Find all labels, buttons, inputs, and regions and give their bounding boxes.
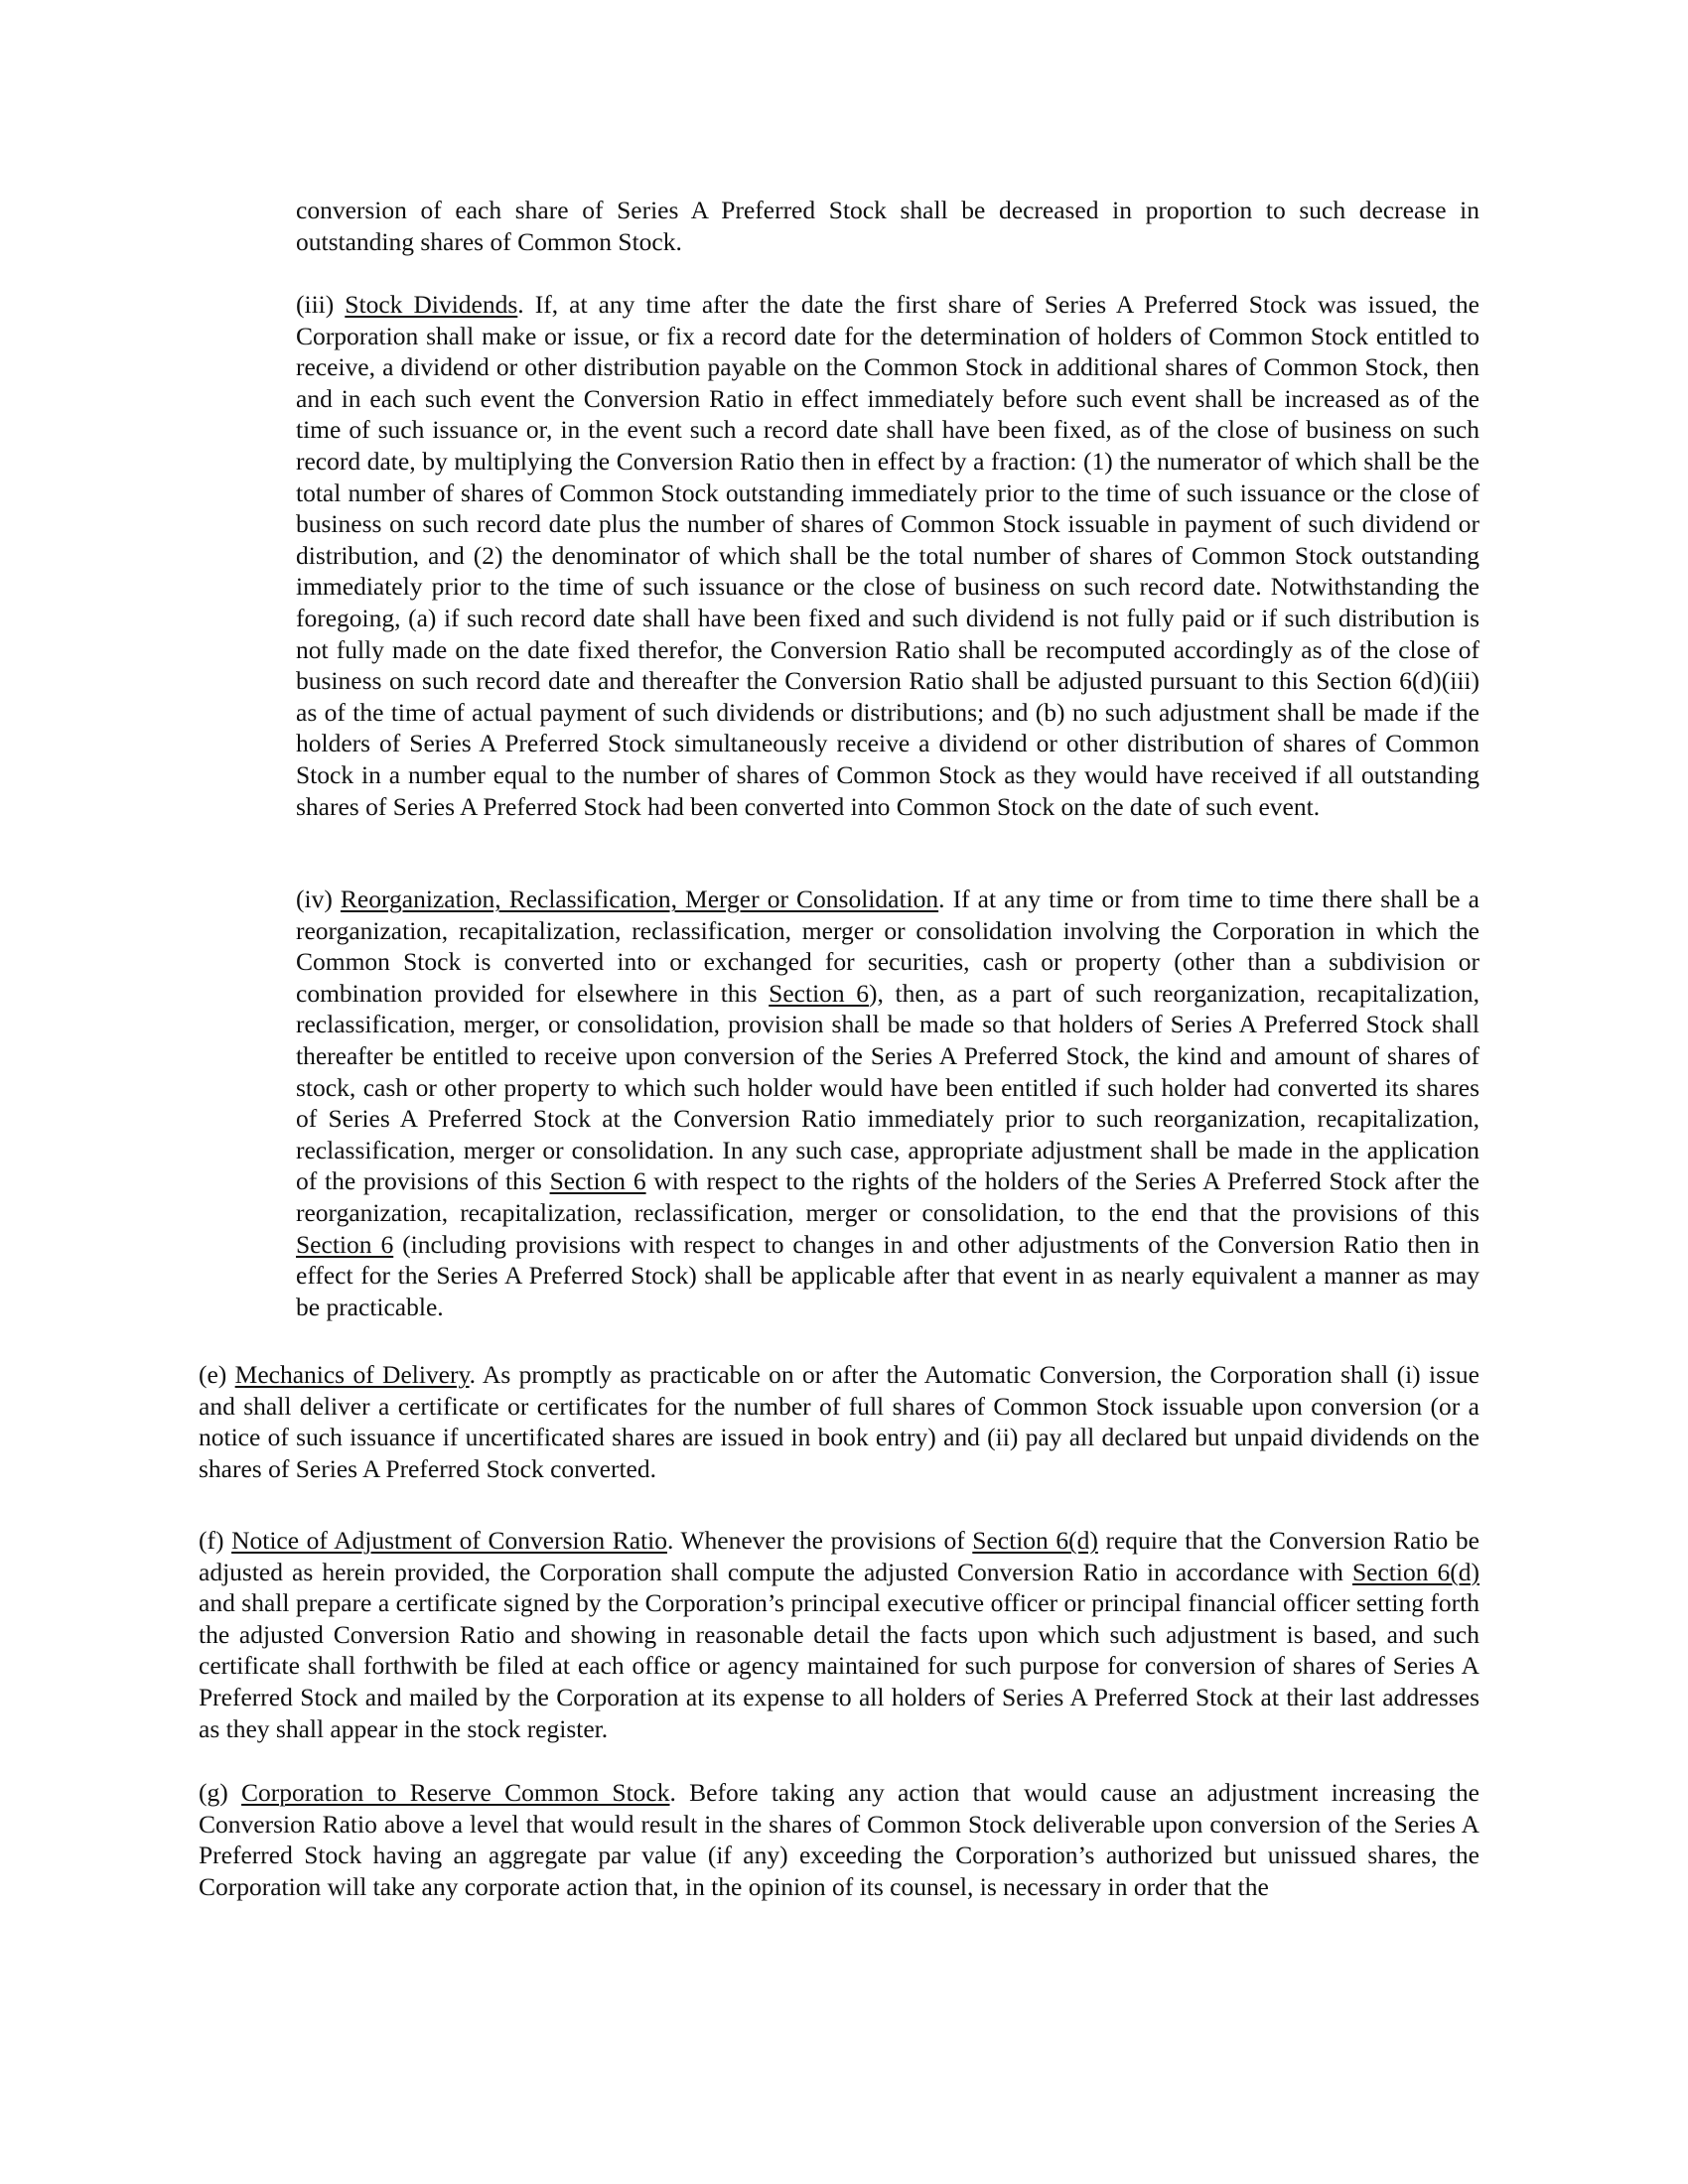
clause-heading: Notice of Adjustment of Conversion Ratio bbox=[231, 1526, 667, 1555]
paragraph-notice-of-adjustment bbox=[199, 1525, 1479, 1744]
section-reference: Section 6 bbox=[549, 1166, 646, 1196]
paragraph-text: . If at any time or from time to time there shall be a reorganization, recapitalization, reclassification, merger or consolidation involving the Corporation in which the Common Stock is converted into or exchanged for securities, cash or property (other than a subdivision or combination provided for elsewhere in this bbox=[296, 885, 1479, 1008]
clause-heading: Corporation to Reserve Common Stock bbox=[241, 1778, 670, 1807]
clause-number: (e) bbox=[199, 1360, 235, 1389]
paragraph-text: . Whenever the provisions of bbox=[666, 1526, 973, 1555]
paragraph-continuation bbox=[296, 195, 1479, 257]
clause-number: (g) bbox=[199, 1778, 242, 1807]
paragraph-text: require that the Conversion Ratio be adjusted as herein provided, the Corporation shall compute the adjusted Conversion Ratio in accordance with bbox=[199, 1526, 1479, 1586]
paragraph-reserve-common-stock bbox=[199, 1777, 1479, 1902]
paragraph-text: . Before taking any action that would cause an adjustment increasing the Conversion Ratio above a level that would result in the shares of Common Stock deliverable upon conversion of the Series A Preferred Stock having an aggregate par value (if any) exceeding the Corporation’s authorized but unissued shares, the Corporation will take any corporate action that, in the opinion of its counsel, is necessary in order that the bbox=[199, 1778, 1479, 1901]
paragraph-text: (including provisions with respect to changes in and other adjustments of the Conversion Ratio then in effect for the Series A Preferred Stock) shall be applicable after that event in as nearly equivalent a manner as may be practicable. bbox=[296, 1229, 1479, 1321]
paragraph-text: ), then, as a part of such reorganization, recapitalization, reclassification, merger, or consolidation, provision shall be made so that holders of Series A Preferred Stock shall thereafter be entitled to receive upon conversion of the Series A Preferred Stock, the kind and amount of shares of stock, cash or other property to which such holder would have been entitled if such holder had converted its shares of Series A Preferred Stock at the Conversion Ratio immediately prior to such reorganization, recapitalization, reclassification, merger or consolidation. In any such case, appropriate adjustment shall be made in the application of the provisions of this bbox=[296, 978, 1479, 1196]
paragraph-text: . As promptly as practicable on or after the Automatic Conversion, the Corporation shall (i) issue and shall deliver a certificate or certificates for the number of full shares of Common Stock issuable upon conversion (or a notice of such issuance if uncertificated shares are issued in book entry) and (ii) pay all declared but unpaid dividends on the shares of Series A Preferred Stock converted. bbox=[199, 1360, 1479, 1483]
clause-number: (iii) bbox=[296, 290, 346, 319]
clause-heading: Stock Dividends bbox=[345, 290, 518, 319]
paragraph-text: . If, at any time after the date the first share of Series A Preferred Stock was issued, the Corporation shall make or issue, or fix a record date for the determination of holders of Common Stock entitled to receive, a dividend or other distribution payable on the Common Stock in additional shares of Common Stock, then and in each such event the Conversion Ratio in effect immediately before such event shall be increased as of the time of such issuance or, in the event such a record date shall have been fixed, as of the close of business on such record date, by multiplying the Conversion Ratio then in effect by a fraction: (1) the numerator of which shall be the total number of shares of Common Stock outstanding immediately prior to the time of such issuance or the close of business on such record date plus the number of shares of Common Stock issuable in payment of such dividend or distribution, and (2) the denominator of which shall be the total number of shares of Common Stock outstanding immediately prior to the time of such issuance or the close of business on such record date. Notwithstanding the foregoing, (a) if such record date shall have been fixed and such dividend is not fully paid or if such distribution is not fully made on the date fixed therefor, the Conversion Ratio shall be recomputed accordingly as of the close of business on such record date and thereafter the Conversion Ratio shall be adjusted pursuant to this Section 6(d)(iii) as of the time of actual payment of such dividends or distributions; and (b) no such adjustment shall be made if the holders of Series A Preferred Stock simultaneously receive a dividend or other distribution of shares of Common Stock in a number equal to the number of shares of Common Stock as they would have received if all outstanding shares of Series A Preferred Stock had been converted into Common Stock on the date of such event. bbox=[296, 290, 1479, 821]
clause-number: (f) bbox=[199, 1526, 232, 1555]
section-reference: Section 6(d) bbox=[1351, 1557, 1479, 1586]
section-reference: Section 6(d) bbox=[972, 1526, 1098, 1555]
clause-heading: Mechanics of Delivery bbox=[234, 1360, 470, 1389]
clause-number: (iv) bbox=[296, 885, 341, 913]
section-reference: Section 6 bbox=[296, 1229, 394, 1259]
paragraph-reorganization bbox=[296, 884, 1479, 1322]
paragraph-stock-dividends bbox=[296, 289, 1479, 822]
paragraph-text: with respect to the rights of the holders of the Series A Preferred Stock after the reorganization, recapitalization, reclassification, merger or consolidation, to the end that the provisions of this bbox=[296, 1166, 1479, 1227]
section-reference: Section 6 bbox=[769, 978, 870, 1008]
clause-heading: Reorganization, Reclassification, Merger or Consolidation bbox=[340, 885, 939, 913]
paragraph-text: conversion of each share of Series A Preferred Stock shall be decreased in proportion to such decrease in outstanding shares of Common Stock. bbox=[296, 196, 1479, 256]
paragraph-text: and shall prepare a certificate signed by the Corporation’s principal executive officer or principal financial officer setting forth the adjusted Conversion Ratio and showing in reasonable detail the facts upon which such adjustment is based, and such certificate shall forthwith be filed at each office or agency maintained for such purpose for conversion of shares of Series A Preferred Stock and mailed by the Corporation at its expense to all holders of Series A Preferred Stock at their last addresses as they shall appear in the stock register. bbox=[199, 1588, 1479, 1743]
paragraph-mechanics-of-delivery bbox=[199, 1359, 1479, 1484]
